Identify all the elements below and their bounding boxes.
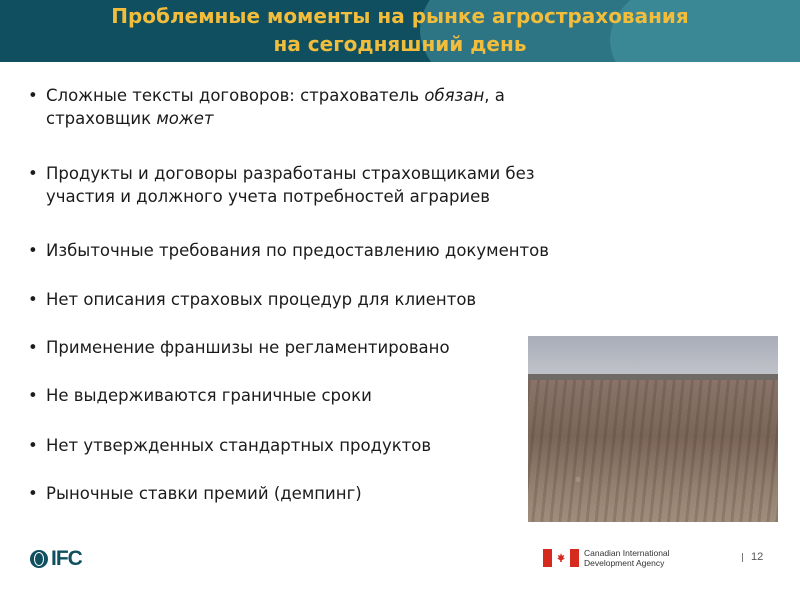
field-photo-sky	[528, 336, 778, 378]
cida-logo	[543, 546, 670, 570]
bullet-text: Нет описания страховых процедур для клиентов	[46, 290, 477, 309]
bullet-item-documents	[28, 239, 549, 262]
page-number-value: 12	[751, 551, 764, 563]
bullet-item-products	[28, 162, 535, 208]
bullet-item-procedures	[28, 288, 476, 311]
bullet-emphasis: обязан	[424, 86, 485, 105]
slide-title-line-2: на сегодняшний день	[273, 32, 527, 56]
ifc-logo	[30, 548, 82, 570]
page-number-divider	[742, 553, 743, 562]
field-photo-soil	[528, 380, 778, 522]
bullet-text: страховщик	[46, 109, 157, 128]
bullet-emphasis: может	[156, 109, 214, 128]
globe-icon	[30, 550, 48, 568]
bullet-item-deadlines	[28, 384, 372, 407]
bullet-text: Не выдерживаются граничные сроки	[46, 386, 372, 405]
bullet-text: , а	[484, 86, 505, 105]
bullet-text: Нет утвержденных стандартных продуктов	[46, 436, 432, 455]
ifc-logo-text: IFC	[51, 547, 82, 570]
canada-flag-icon	[543, 549, 579, 567]
cida-text-line-2: Development Agency	[584, 558, 665, 568]
bullet-item-contract-texts	[28, 84, 505, 130]
bullet-text: Продукты и договоры разработаны страховщиками без	[46, 164, 535, 183]
bullet-text: Избыточные требования по предоставлению документов	[46, 241, 549, 260]
cida-logo-text	[584, 548, 670, 568]
bullet-item-premium-rates	[28, 482, 362, 505]
bullet-item-deductible	[28, 336, 450, 359]
bullet-text: Применение франшизы не регламентировано	[46, 338, 450, 357]
bullet-item-standard-products	[28, 434, 431, 457]
page-number	[742, 551, 763, 563]
bullet-text: Сложные тексты договоров: страхователь	[46, 86, 425, 105]
bullet-text: Рыночные ставки премий (демпинг)	[46, 484, 362, 503]
field-photo	[528, 336, 778, 522]
bullet-text: участия и должного учета потребностей аграриев	[46, 187, 491, 206]
cida-text-line-1: Canadian International	[584, 548, 670, 558]
slide-title	[0, 2, 800, 58]
slide-header	[0, 0, 800, 62]
slide-title-line-1: Проблемные моменты на рынке агрострахования	[111, 4, 689, 28]
